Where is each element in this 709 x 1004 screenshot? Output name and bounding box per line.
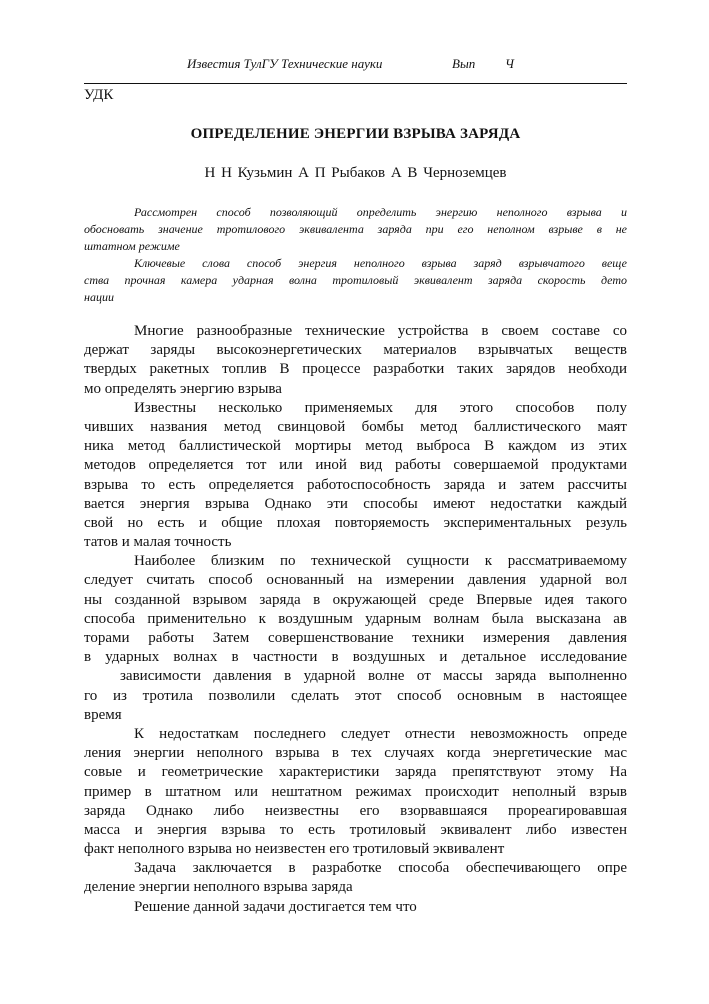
article-title: ОПРЕДЕЛЕНИЕ ЭНЕРГИИ ВЗРЫВА ЗАРЯДА bbox=[190, 126, 521, 142]
body-line: ника метод баллистической мортиры метод выброса В каждом из этих bbox=[84, 438, 627, 455]
body-line: го из тротила позволили сделать этот способ основным в настоящее bbox=[84, 687, 627, 704]
body-line: способа применительно к воздушным ударным волнам была высказана ав bbox=[84, 610, 627, 627]
body-line: факт неполного взрыва но неизвестен его тротиловый эквивалент bbox=[84, 841, 505, 858]
keywords-line: ства прочная камера ударная волна тротиловый эквивалент заряда скорость дето bbox=[84, 273, 627, 287]
body-line: Наиболее близким по технической сущности к рассматриваемому bbox=[134, 553, 627, 570]
body-line: время bbox=[84, 706, 122, 723]
body-line: заряда Однако либо неизвестны его взорвавшаяся прореагировавшая bbox=[84, 802, 627, 819]
body-line: зависимости давления в ударной волне от массы заряда выполненно bbox=[120, 668, 627, 685]
article-authors: Н Н Кузьмин А П Рыбаков А В Черноземцев bbox=[204, 165, 507, 181]
body-line: методов определяется тот или иной вид работы совершаемой продуктами bbox=[84, 457, 627, 474]
body-line: масса и энергия взрыва то есть тротиловый эквивалент либо известен bbox=[84, 821, 627, 838]
body-line: К недостаткам последнего следует отнести невозможность опреде bbox=[134, 725, 627, 742]
body-line: ления энергии неполного взрыва в тех случаях когда энергетические мас bbox=[84, 745, 627, 762]
body-line: твердых ракетных топлив В процессе разработки таких зарядов необходи bbox=[84, 361, 627, 378]
body-line: мо определять энергию взрыва bbox=[84, 380, 282, 397]
issue-label: Вып bbox=[452, 56, 476, 71]
body-line: держат заряды высокоэнергетических материалов взрывчатых веществ bbox=[84, 342, 627, 359]
header-rule bbox=[84, 83, 627, 84]
journal-name: Известия ТулГУ Технические науки bbox=[187, 56, 383, 71]
body-line: вается энергия взрыва Однако эти способы имеют недостатки каждый bbox=[84, 495, 627, 512]
abstract-line: штатном режиме bbox=[84, 239, 180, 253]
running-head bbox=[0, 56, 709, 74]
body-line: следует считать способ основанный на измерении давления ударной вол bbox=[84, 572, 627, 589]
body-line: торами работы Затем совершенствование техники измерения давления bbox=[84, 630, 627, 646]
body-line: чивших названия метод свинцовой бомбы метод баллистического маят bbox=[84, 418, 627, 435]
body-line: взрыва то есть определяется работоспособность заряда и затем рассчиты bbox=[84, 476, 627, 493]
body-line: Решение данной задачи достигается тем что bbox=[134, 898, 417, 915]
abstract-line: обосновать значение тротилового эквивалента заряда при его неполном взрыве в не bbox=[84, 222, 627, 236]
keywords-line: Ключевые слова способ энергия неполного взрыва заряд взрывчатого веще bbox=[134, 256, 627, 270]
body-line: деление энергии неполного взрыва заряда bbox=[84, 879, 353, 896]
body-line: совые и геометрические характеристики заряда препятствуют этому На bbox=[84, 764, 627, 781]
body-line: в ударных волнах в частности в воздушных и детальное исследование bbox=[84, 649, 627, 666]
keywords-line: нации bbox=[84, 290, 114, 304]
abstract-line: Рассмотрен способ позволяющий определить энергию неполного взрыва и bbox=[134, 205, 627, 219]
body-line: Многие разнообразные технические устройства в своем составе со bbox=[134, 323, 627, 339]
abstract-block bbox=[84, 204, 627, 306]
body-line: татов и малая точность bbox=[84, 534, 232, 551]
body-line: ны созданной взрывом заряда в окружающей среде Впервые идея такого bbox=[84, 591, 627, 608]
udk-label: УДК bbox=[84, 87, 114, 103]
body-line: свой но есть и общие плохая повторяемость экспериментальных резуль bbox=[84, 514, 627, 531]
part-label: Ч bbox=[505, 56, 514, 71]
body-line: пример в штатном или нештатном режимах происходит неполный взрыв bbox=[84, 783, 627, 800]
body-text bbox=[84, 322, 627, 917]
body-line: Задача заключается в разработке способа обеспечивающего опре bbox=[134, 860, 627, 877]
body-line: Известны несколько применяемых для этого способов полу bbox=[134, 399, 627, 416]
